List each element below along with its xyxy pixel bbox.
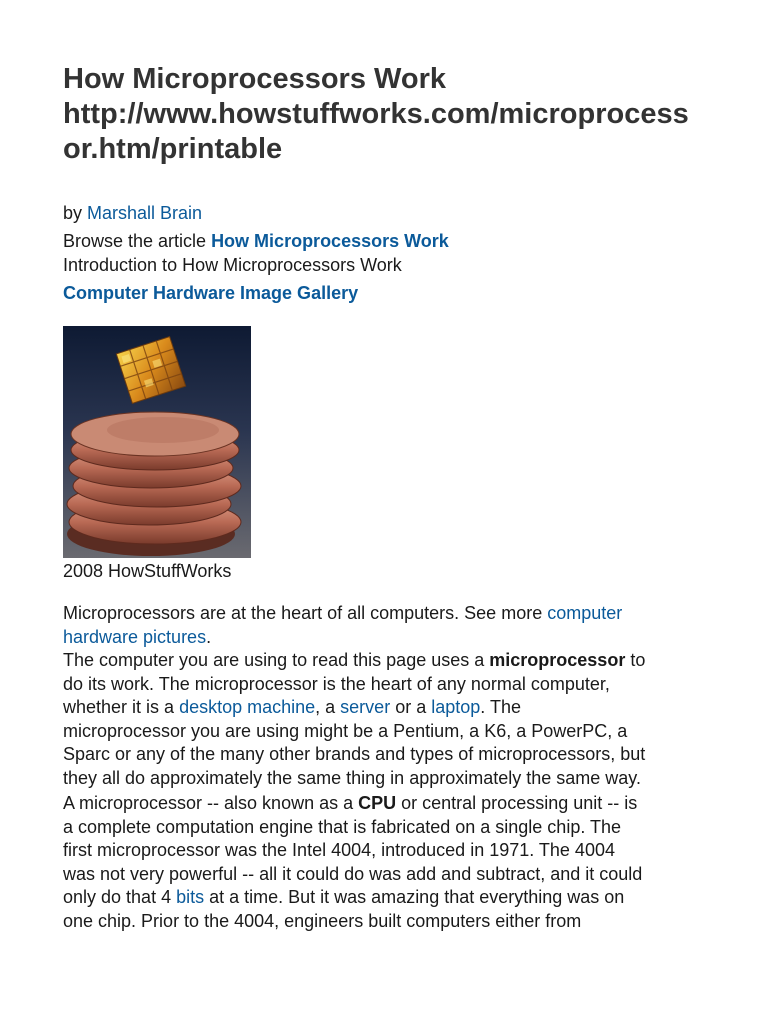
paragraph-2 <box>63 649 723 791</box>
text-line: one chip. Prior to the 4004, engineers built computers either from <box>63 910 582 931</box>
bits-link[interactable]: bits <box>176 887 205 908</box>
text-line: first microprocessor was the Intel 4004, introduced in 1971. The 4004 <box>63 840 615 861</box>
para2-text: . The <box>480 697 521 718</box>
para3-text: or central processing unit -- is <box>396 793 638 813</box>
byline <box>63 201 202 225</box>
byline-prefix: by <box>63 203 88 223</box>
text-line: Sparc or any of the many other brands and types of microprocessors, but <box>63 744 646 765</box>
text-line <box>63 696 723 720</box>
para2-text: whether it is a <box>63 697 180 718</box>
para1-text: Microprocessors are at the heart of all computers. See more <box>63 603 548 623</box>
text-line <box>63 602 723 626</box>
para3-text: A microprocessor -- also known as a <box>63 793 359 813</box>
text-line <box>63 886 723 910</box>
para1-end: . <box>206 626 212 647</box>
para2-text: The computer you are using to read this page uses a <box>63 650 490 670</box>
server-link[interactable]: server <box>340 697 391 718</box>
paragraph-1 <box>63 602 723 649</box>
gallery-line <box>63 281 358 305</box>
laptop-link[interactable]: laptop <box>431 697 481 718</box>
page-title <box>63 62 723 167</box>
text-line: do its work. The microprocessor is the heart of any normal computer, <box>63 673 610 694</box>
microprocessor-term: microprocessor <box>489 650 626 670</box>
text-line <box>63 792 723 816</box>
para2-text: to <box>625 650 646 670</box>
author-link[interactable]: Marshall Brain <box>87 203 203 223</box>
title-line: How Microprocessors Work <box>63 63 447 95</box>
text-line: microprocessor you are using might be a Pentium, a K6, a PowerPC, a <box>63 720 628 741</box>
para2-text: , a <box>315 697 341 718</box>
title-url-line: http://www.howstuffworks.com/microprocess <box>63 98 689 130</box>
computer-link[interactable]: computer <box>547 603 623 623</box>
photo-illustration <box>63 326 251 558</box>
browse-line <box>63 229 449 253</box>
title-url-line: or.htm/printable <box>63 133 283 165</box>
paragraph-3 <box>63 792 723 934</box>
text-line <box>63 626 723 650</box>
para2-text: or a <box>390 697 432 718</box>
microprocessor-on-pennies-photo <box>63 326 251 558</box>
gallery-link[interactable]: Computer Hardware Image Gallery <box>63 283 359 303</box>
hardware-pictures-link[interactable]: hardware pictures <box>63 626 207 647</box>
penny-stack-icon <box>67 412 241 556</box>
text-line: a complete computation engine that is fabricated on a single chip. The <box>63 816 622 837</box>
intro-text: Introduction to How Microprocessors Work <box>63 255 402 275</box>
browse-prefix: Browse the article <box>63 231 212 251</box>
image-caption: 2008 HowStuffWorks <box>63 561 232 581</box>
para3-text: at a time. But it was amazing that everything was on <box>204 887 625 908</box>
article-link[interactable]: How Microprocessors Work <box>211 231 449 251</box>
text-line: was not very powerful -- all it could do was add and subtract, and it could <box>63 863 643 884</box>
cpu-term: CPU <box>358 793 397 813</box>
text-line <box>63 649 723 673</box>
para3-text: only do that 4 <box>63 887 177 908</box>
text-line: they all do approximately the same thing in approximately the same way. <box>63 767 641 788</box>
desktop-machine-link[interactable]: desktop machine <box>179 697 316 718</box>
